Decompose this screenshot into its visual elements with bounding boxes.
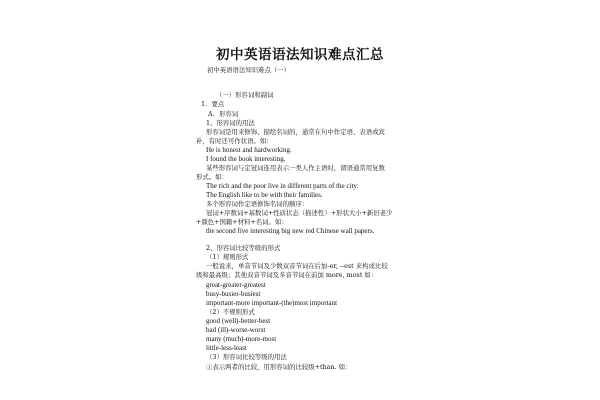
example-word: little-less-least <box>206 344 247 352</box>
text-line: 形容词是用来修饰、描绘名词的，通常在句中作定语、表语或宾 <box>206 128 385 136</box>
text-line: （2）不规则形式 <box>206 308 255 316</box>
example-sentence: The English like to be with their families. <box>206 191 323 199</box>
text-line: ①表示两者的比较，用形容词的比较级+than. 如： <box>206 363 352 371</box>
example-sentence: the second five interesting big new red Chinese wall papers. <box>206 227 375 235</box>
example-word: important-more important-(the)most important <box>206 299 338 307</box>
text-line: 形式。如： <box>196 173 228 181</box>
example-word: bad (ill)-worse-worst <box>206 326 266 334</box>
text-line: 冠词+序数词+基数词+性质状态（描述性）+形状大小+新旧老少 <box>206 209 393 217</box>
example-word: busy-busier-busiest <box>206 290 261 298</box>
example-word: great-greater-greatest <box>206 281 266 289</box>
text-line: 1．要点 <box>201 100 225 108</box>
text-line: （3）形容词比较等级的用法 <box>206 353 287 361</box>
text-line: （1）规则形式 <box>206 253 249 261</box>
document-title: 初中英语语法知识难点汇总 <box>216 47 384 63</box>
section-heading: 2、形容词比较等级的形式 <box>206 244 281 252</box>
document-subtitle: 初中英语语法知识难点（一） <box>207 66 291 74</box>
example-sentence: He is honest and hardworking. <box>206 146 292 154</box>
text-line: 一般说来，单音节词及少数双音节词在后加-er, --est 来构成比较 <box>206 262 388 270</box>
section-heading: （一）形容词和副词 <box>216 91 274 99</box>
example-word: many (much)-more-most <box>206 335 277 343</box>
text-line: A．形容词 <box>208 110 239 118</box>
example-sentence: The rich and the poor live in different parts of the city. <box>206 182 359 190</box>
text-line: +颜色+国籍+材料+名词。如： <box>196 218 288 226</box>
text-line: 1、形容词的用法 <box>206 119 255 127</box>
text-line: 级和最高级；其他双音节词及多音节词在前加 more, most 如： <box>196 271 378 279</box>
example-word: good (well)-better-best <box>206 317 271 325</box>
text-line: 补，有时还可作状语。如： <box>196 137 273 145</box>
text-line: 多个形容词作定语修饰名词的顺序： <box>206 200 309 208</box>
example-sentence: I found the book interesting. <box>206 155 286 163</box>
text-line: 某些形容词与定冠词连用表示一类人作主语时，谓语通常用复数 <box>206 164 385 172</box>
